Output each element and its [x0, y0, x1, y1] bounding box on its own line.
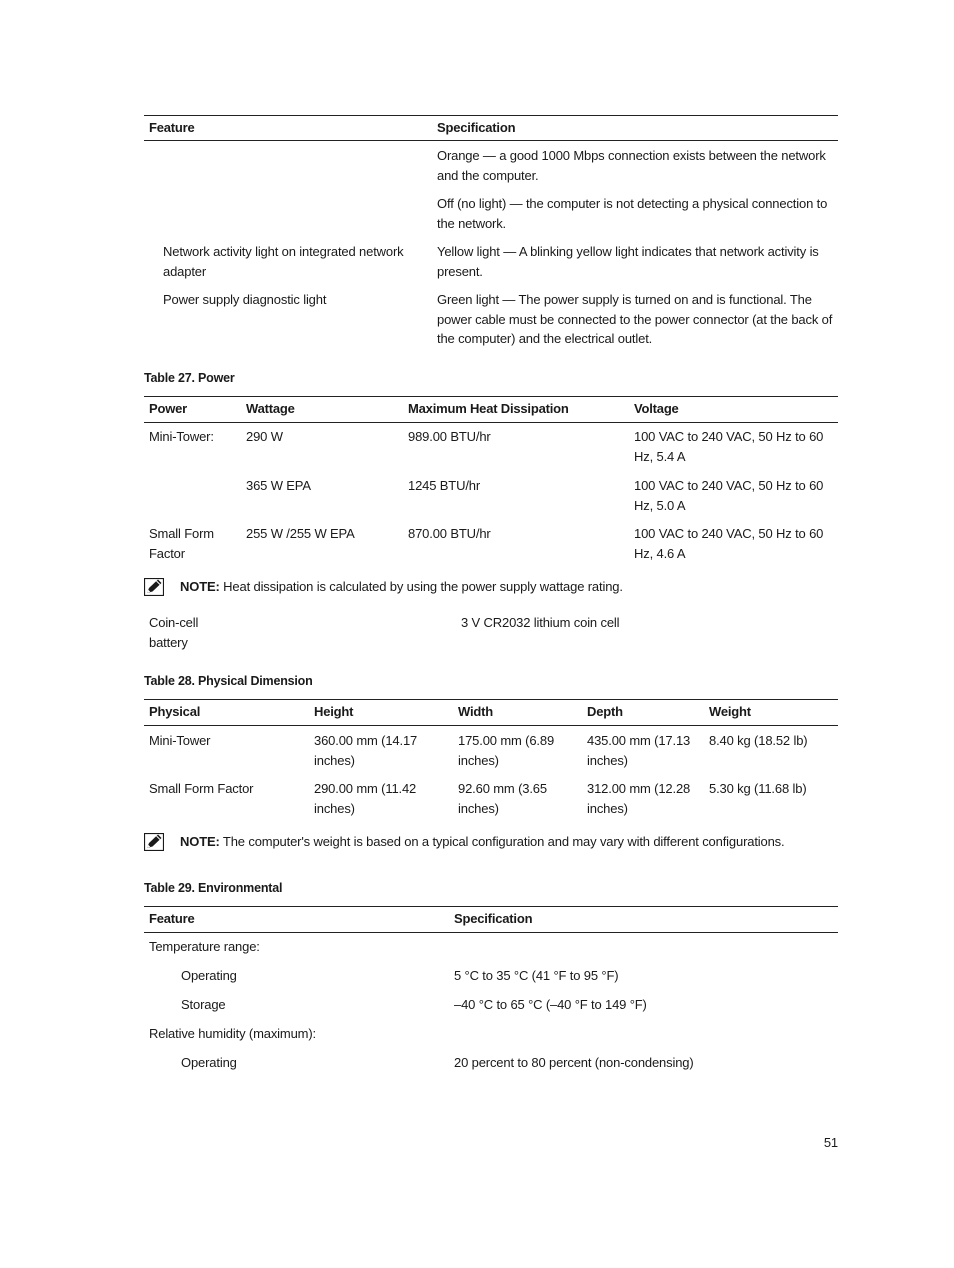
spec-cell: Orange — a good 1000 Mbps connection exists between the network and the computer.	[437, 148, 826, 183]
column-header-weight: Weight	[709, 704, 751, 719]
feature-cell: Power supply diagnostic light	[163, 292, 327, 307]
coin-cell-label: Coin-cell battery	[149, 615, 199, 650]
physical-cell: Mini-Tower	[149, 733, 211, 748]
feature-cell: Operating	[181, 968, 237, 983]
spec-cell: 5 °C to 35 °C (41 °F to 95 °F)	[454, 968, 619, 983]
table-caption-environmental: Table 29. Environmental	[144, 881, 283, 895]
note-heat-dissipation	[180, 577, 830, 596]
voltage-cell: 100 VAC to 240 VAC, 50 Hz to 60 Hz, 5.0 A	[634, 478, 824, 513]
table-top-rule	[144, 906, 838, 907]
spec-cell: Yellow light — A blinking yellow light indicates that network activity is present.	[437, 244, 819, 279]
spec-cell: Green light — The power supply is turned on and is functional. The power cable must be connected to the power connector (at the back of the computer) and the electrical outlet.	[437, 292, 833, 346]
feature-cell: Temperature range:	[149, 939, 260, 954]
physical-cell: Small Form Factor	[149, 781, 254, 796]
heat-cell: 1245 BTU/hr	[408, 478, 481, 493]
column-header-heat-dissipation: Maximum Heat Dissipation	[408, 401, 569, 416]
weight-cell: 8.40 kg (18.52 lb)	[709, 733, 808, 748]
voltage-cell: 100 VAC to 240 VAC, 50 Hz to 60 Hz, 5.4 A	[634, 429, 824, 464]
table-header-rule	[144, 140, 838, 141]
feature-cell: Network activity light on integrated network adapter	[163, 244, 404, 279]
note-text: The computer's weight is based on a typical configuration and may vary with different configurations.	[219, 834, 785, 849]
table-header-rule	[144, 932, 838, 933]
width-cell: 92.60 mm (3.65 inches)	[458, 781, 547, 816]
feature-cell: Operating	[181, 1055, 237, 1070]
weight-cell: 5.30 kg (11.68 lb)	[709, 781, 807, 796]
spec-cell: Off (no light) — the computer is not detecting a physical connection to the network.	[437, 196, 828, 231]
note-label: NOTE:	[180, 834, 220, 849]
wattage-cell: 255 W /255 W EPA	[246, 526, 355, 541]
table-top-rule	[144, 115, 838, 116]
note-text: Heat dissipation is calculated by using the power supply wattage rating.	[219, 579, 623, 594]
voltage-cell: 100 VAC to 240 VAC, 50 Hz to 60 Hz, 4.6 A	[634, 526, 824, 561]
coin-cell-value: 3 V CR2032 lithium coin cell	[461, 615, 620, 630]
table-header-rule	[144, 725, 838, 726]
feature-cell: Relative humidity (maximum):	[149, 1026, 317, 1041]
column-header-feature: Feature	[149, 120, 195, 135]
column-header-specification: Specification	[454, 911, 533, 926]
column-header-voltage: Voltage	[634, 401, 679, 416]
height-cell: 360.00 mm (14.17 inches)	[314, 733, 418, 768]
heat-cell: 870.00 BTU/hr	[408, 526, 491, 541]
width-cell: 175.00 mm (6.89 inches)	[458, 733, 555, 768]
column-header-height: Height	[314, 704, 354, 719]
column-header-power: Power	[149, 401, 188, 416]
column-header-wattage: Wattage	[246, 401, 295, 416]
table-top-rule	[144, 699, 838, 700]
spec-cell: 20 percent to 80 percent (non-condensing)	[454, 1055, 694, 1070]
note-label: NOTE:	[180, 579, 220, 594]
power-cell: Small Form Factor	[149, 526, 214, 561]
wattage-cell: 290 W	[246, 429, 283, 444]
pencil-note-icon	[144, 578, 164, 596]
table-caption-physical: Table 28. Physical Dimension	[144, 674, 313, 688]
note-weight	[180, 832, 835, 851]
heat-cell: 989.00 BTU/hr	[408, 429, 491, 444]
column-header-physical: Physical	[149, 704, 201, 719]
table-top-rule	[144, 396, 838, 397]
table-header-rule	[144, 422, 838, 423]
column-header-feature: Feature	[149, 911, 195, 926]
pencil-note-icon	[144, 833, 164, 851]
depth-cell: 435.00 mm (17.13 inches)	[587, 733, 691, 768]
column-header-specification: Specification	[437, 120, 516, 135]
depth-cell: 312.00 mm (12.28 inches)	[587, 781, 691, 816]
feature-cell: Storage	[181, 997, 226, 1012]
column-header-width: Width	[458, 704, 493, 719]
power-cell: Mini-Tower:	[149, 429, 214, 444]
column-header-depth: Depth	[587, 704, 623, 719]
wattage-cell: 365 W EPA	[246, 478, 311, 493]
table-caption-power: Table 27. Power	[144, 371, 235, 385]
spec-cell: –40 °C to 65 °C (–40 °F to 149 °F)	[454, 997, 647, 1012]
height-cell: 290.00 mm (11.42 inches)	[314, 781, 417, 816]
page-number: 51	[823, 1135, 838, 1150]
